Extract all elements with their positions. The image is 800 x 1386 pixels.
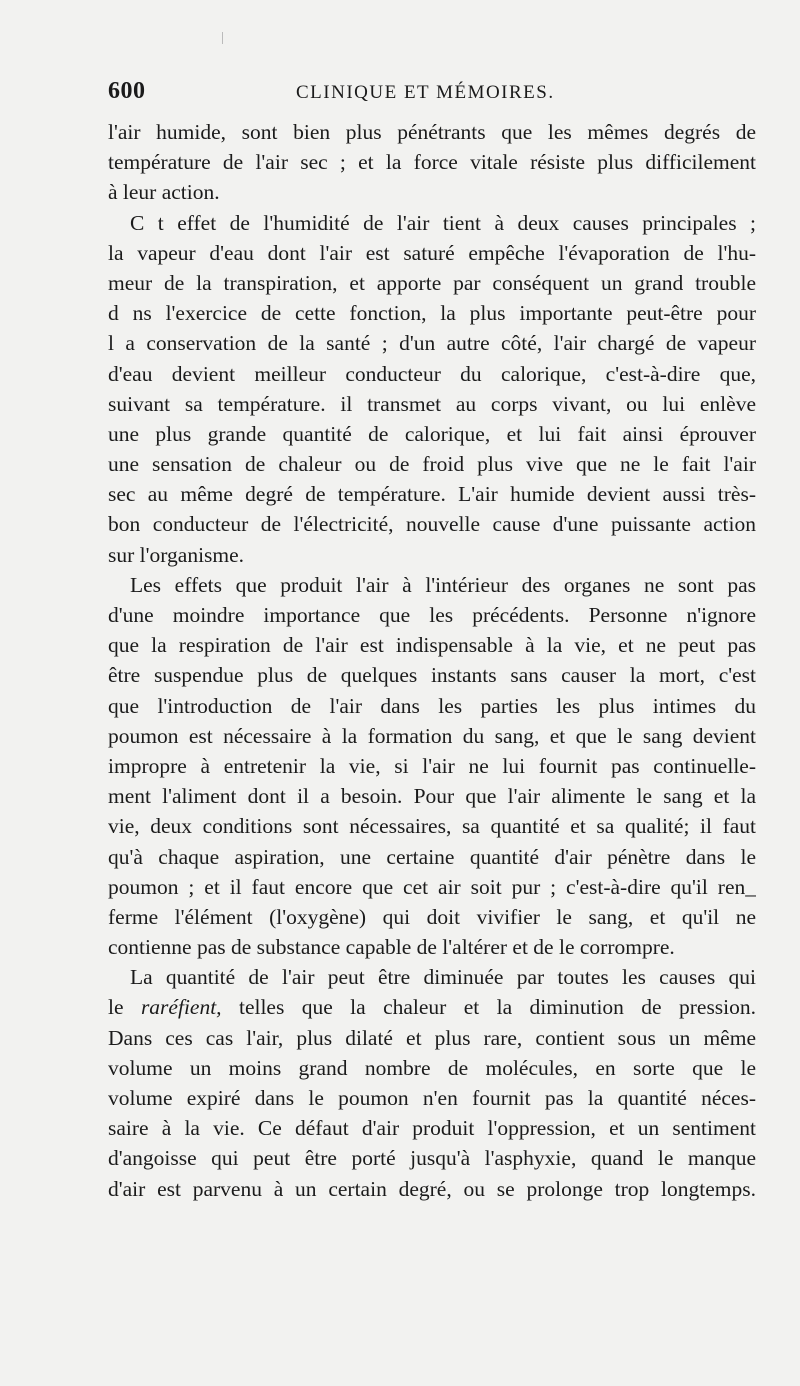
text-line: d'air est parvenu à un certain degré, ou se prolonge trop longtemps. (108, 1176, 756, 1201)
text-line: d'eau devient meilleur conducteur du calorique, c'est-à-dire que, (108, 361, 756, 386)
text-line: poumon est nécessaire à la formation du sang, et que le sang devient (108, 723, 756, 748)
text-line: que la respiration de l'air est indispensable à la vie, et ne peut pas (108, 633, 756, 658)
page-header (108, 78, 756, 108)
text-line: une sensation de chaleur ou de froid plus vive que ne le fait l'air (108, 452, 756, 477)
text-line: C t effet de l'humidité de l'air tient à deux causes principales ; (130, 210, 756, 235)
stray-mark (222, 32, 223, 44)
text-line: suivant sa température. il transmet au corps vivant, ou lui enlève (108, 391, 756, 416)
text-line: ferme l'élément (l'oxygène) qui doit vivifier le sang, et qu'il ne (108, 904, 756, 929)
body-text (108, 117, 756, 1204)
text-line: que l'introduction de l'air dans les parties les plus intimes du (108, 693, 756, 718)
text-line: l a conservation de la santé ; d'un autre côté, l'air chargé de vapeur (108, 331, 756, 356)
text-line: volume expiré dans le poumon n'en fournit pas la quantité néces- (108, 1086, 756, 1110)
text-line: d'une moindre importance que les précédents. Personne n'ignore (108, 603, 756, 627)
text-line: d ns l'exercice de cette fonction, la plus importante peut-être pour (108, 301, 756, 326)
text-line: impropre à entretenir la vie, si l'air ne lui fournit pas continuelle- (108, 753, 756, 778)
text-line: poumon ; et il faut encore que cet air soit pur ; c'est-à-dire qu'il ren_ (108, 874, 756, 899)
text-line: qu'à chaque aspiration, une certaine quantité d'air pénètre dans le (108, 844, 756, 869)
text-line: Dans ces cas l'air, plus dilaté et plus rare, contient sous un même (108, 1025, 756, 1050)
text-line: une plus grande quantité de calorique, et lui fait ainsi éprouver (108, 421, 756, 446)
text-line: contienne pas de substance capable de l'altérer et de le corrompre. (108, 935, 675, 960)
text-line: volume un moins grand nombre de molécules, en sorte que le (108, 1055, 756, 1080)
text-line: vie, deux conditions sont nécessaires, sa quantité et sa qualité; il faut (108, 814, 756, 839)
text-line: La quantité de l'air peut être diminuée par toutes les causes qui (130, 965, 756, 990)
text-line: saire à la vie. Ce défaut d'air produit l'oppression, et un sentiment (108, 1116, 756, 1141)
text-line: l'air humide, sont bien plus pénétrants que les mêmes degrés de (108, 120, 756, 144)
text-line: à leur action. (108, 180, 220, 205)
text-fragment: le (108, 995, 124, 1020)
running-title: CLINIQUE ET MÉMOIRES. (296, 82, 555, 103)
text-line: sec au même degré de température. L'air humide devient aussi très- (108, 482, 756, 507)
text-line: ment l'aliment dont il a besoin. Pour que l'air alimente le sang et la (108, 784, 756, 809)
text-line: Les effets que produit l'air à l'intérieur des organes ne sont pas (130, 572, 756, 597)
text-line-with-italic (108, 992, 756, 1022)
page-number: 600 (108, 78, 146, 104)
text-line: sur l'organisme. (108, 542, 245, 567)
text-line: être suspendue plus de quelques instants sans causer la mort, c'est (108, 663, 756, 688)
text-line: la vapeur d'eau dont l'air est saturé empêche l'évaporation de l'hu- (108, 240, 756, 265)
text-line: température de l'air sec ; et la force vitale résiste plus difficilement (108, 150, 756, 175)
text-line: meur de la transpiration, et apporte par conséquent un grand trouble (108, 270, 756, 295)
italic-word: raréfient, (140, 995, 222, 1020)
text-fragment: telles que la chaleur et la diminution de pression. (238, 995, 756, 1020)
text-line: d'angoisse qui peut être porté jusqu'à l'asphyxie, quand le manque (108, 1146, 756, 1171)
text-line: bon conducteur de l'électricité, nouvelle cause d'une puissante action (108, 512, 756, 537)
